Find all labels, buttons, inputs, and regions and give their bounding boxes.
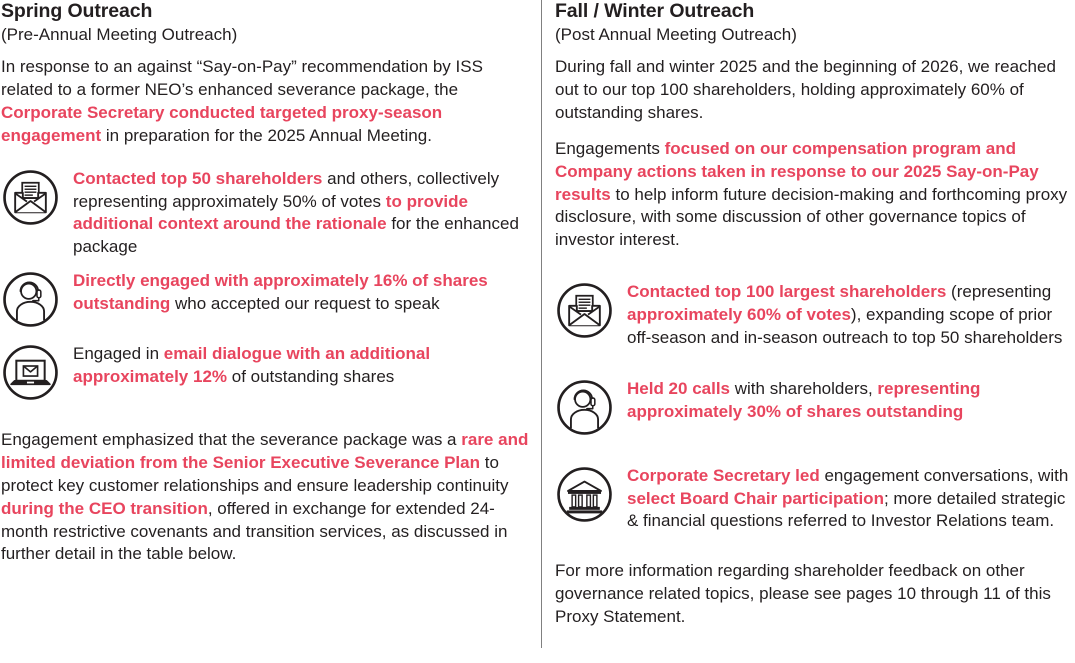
fall-intro-paragraph-1: During fall and winter 2025 and the beginning of 2026, we reached out to our top 100 shareholders, holding approximately 60% of outstanding shares.	[555, 57, 1056, 122]
spring-outreach-subtitle: (Pre-Annual Meeting Outreach)	[1, 24, 238, 44]
list-item	[1, 341, 531, 402]
fall-winter-outreach-column	[541, 0, 1075, 663]
spring-intro-paragraph	[1, 56, 531, 147]
fall-intro2-highlight-1: focused on our compensation program and Company actions taken in response to our 2025 Say-on-Pay results	[555, 138, 1039, 204]
fall-intro-paragraph-2	[555, 138, 1074, 252]
spring-closing-text-2: to protect key customer relationships and ensure leadership continuity	[1, 452, 509, 495]
list-item	[555, 376, 1074, 437]
spring-intro-highlight-1: Corporate Secretary conducted targeted proxy-season engagement	[1, 102, 443, 145]
bullet-text-2: for the enhanced package	[73, 214, 519, 257]
bullet-text-1: who accepted our request to speak	[170, 293, 440, 313]
spring-closing-paragraph	[1, 429, 531, 566]
bullet-text-1: and others, collectively representing approximately 50% of votes	[73, 168, 500, 211]
fall-winter-outreach-title: Fall / Winter Outreach	[555, 0, 755, 22]
fall-winter-outreach-subtitle: (Post Annual Meeting Outreach)	[555, 24, 797, 44]
open-envelope-letter-icon	[555, 281, 614, 340]
bank-building-icon	[555, 465, 614, 524]
laptop-email-icon	[1, 343, 60, 402]
spring-closing-highlight-1: rare and limited deviation from the Senior Executive Severance Plan	[1, 430, 529, 472]
bullet-text-1: with shareholders,	[730, 378, 878, 398]
bullet-highlight-1: Corporate Secretary led	[627, 465, 820, 485]
bullet-highlight-1: Contacted top 100 largest shareholders	[627, 282, 947, 302]
bullet-highlight-2: representing approximately 30% of shares outstanding	[627, 378, 981, 421]
bullet-text-2: ; more detailed strategic & financial questions referred to Investor Relations team.	[627, 488, 1066, 531]
person-headset-icon	[555, 378, 614, 437]
bullet-text-1: engagement conversations, with	[819, 465, 1069, 485]
spring-closing-highlight-2: during the CEO transition	[1, 498, 208, 518]
spring-closing-text-1: Engagement emphasized that the severance package was a	[1, 430, 462, 450]
bullet-text-2: of outstanding shares	[227, 366, 395, 386]
spring-intro-text-2: in preparation for the 2025 Annual Meeting.	[101, 125, 432, 145]
open-envelope-letter-icon	[1, 168, 60, 227]
list-item-text	[73, 166, 531, 259]
list-item	[1, 166, 531, 259]
fall-intro2-text-2: to help inform future decision-making and forthcoming proxy disclosure, with some discussion of other governance topics of investor interest.	[555, 184, 1068, 250]
bullet-highlight-2: select Board Chair participation	[627, 488, 884, 508]
bullet-highlight-2: email dialogue with an additional approximately 12%	[73, 344, 431, 386]
fall-closing-paragraph: For more information regarding shareholder feedback on other governance related topics, please see pages 10 through 11 of this Proxy Statement.	[555, 561, 1051, 626]
spring-closing-text-3: , offered in exchange for extended 24-month restrictive covenants and transition services, as discussed in further detail in the table below.	[1, 498, 508, 564]
bullet-text-2: ), expanding scope of prior off-season and in-season outreach to top 50 shareholders	[627, 304, 1063, 347]
list-item-text	[73, 268, 531, 316]
list-item-text	[627, 279, 1074, 350]
list-item	[1, 268, 531, 329]
spring-intro-text-1: In response to an against “Say-on-Pay” recommendation by ISS related to a former NEO’s enhanced severance package, the	[1, 57, 483, 100]
spring-outreach-title: Spring Outreach	[1, 0, 153, 22]
list-item	[555, 463, 1074, 534]
bullet-highlight-2: approximately 60% of votes	[627, 304, 851, 324]
person-headset-icon	[1, 270, 60, 329]
bullet-highlight-1: Held 20 calls	[627, 378, 731, 398]
bullet-highlight-2: to provide additional context around the rationale	[73, 191, 468, 234]
bullet-text-1: Engaged in	[73, 344, 164, 364]
list-item-text	[627, 376, 1074, 424]
list-item	[555, 279, 1074, 350]
fall-intro2-text-1: Engagements	[555, 138, 665, 158]
bullet-highlight-1: Contacted top 50 shareholders	[73, 168, 323, 188]
spring-bullet-list	[1, 166, 531, 402]
bullet-text-1: (representing	[946, 282, 1052, 302]
list-item-text	[627, 463, 1074, 534]
fall-bullet-list	[555, 279, 1074, 533]
bullet-highlight-1: Directly engaged with approximately 16% of shares outstanding	[73, 271, 488, 313]
list-item-text	[73, 341, 531, 389]
